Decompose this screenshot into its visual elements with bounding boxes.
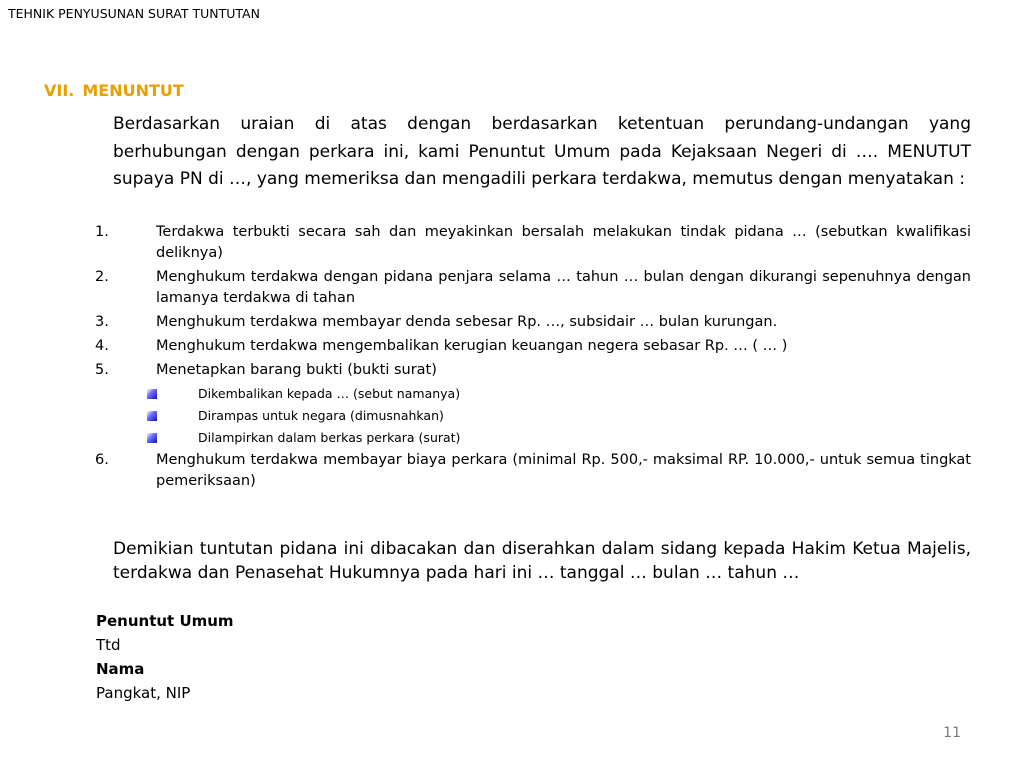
list-item-text: Menghukum terdakwa mengembalikan kerugian keuangan negera sebasar Rp. … ( … ) — [156, 338, 788, 354]
list-item — [95, 360, 971, 381]
list-item-number: 1. — [95, 224, 109, 240]
square-bullet-icon — [147, 389, 157, 399]
signature-name: Nama — [96, 660, 145, 678]
signature-ttd: Ttd — [96, 636, 121, 654]
sub-list-item-text: Dilampirkan dalam berkas perkara (surat) — [198, 430, 461, 445]
list-item-number: 5. — [95, 362, 109, 378]
list-item-number: 6. — [95, 452, 109, 468]
sub-list-item — [95, 384, 971, 404]
sub-list-item — [95, 428, 971, 448]
list-item-text: Menghukum terdakwa membayar denda sebesar Rp. …, subsidair … bulan kurungan. — [156, 314, 778, 330]
square-bullet-icon — [147, 433, 157, 443]
closing-paragraph: Demikian tuntutan pidana ini dibacakan dan diserahkan dalam sidang kepada Hakim Ketua Majelis, terdakwa dan Penasehat Hukumnya pada hari ini … tanggal … bulan … tahun … — [113, 539, 971, 583]
list-item — [95, 222, 971, 264]
signature-rank: Pangkat, NIP — [96, 684, 191, 702]
page-number: 11 — [943, 725, 961, 741]
list-item-number: 4. — [95, 338, 109, 354]
sub-list-item-text: Dirampas untuk negara (dimusnahkan) — [198, 408, 444, 423]
list-item-number: 3. — [95, 314, 109, 330]
list-item-text: Menghukum terdakwa membayar biaya perkara (minimal Rp. 500,- maksimal RP. 10.000,- untuk semua tingkat pemeriksaan) — [156, 452, 971, 489]
sub-list-item-text: Dikembalikan kepada … (sebut namanya) — [198, 386, 461, 401]
signature-role: Penuntut Umum — [96, 612, 234, 630]
list-item — [95, 267, 971, 309]
list-item — [95, 312, 971, 333]
signature-block — [96, 609, 234, 705]
sub-list-item — [95, 406, 971, 426]
list-item — [95, 450, 971, 492]
page-header: TEHNIK PENYUSUNAN SURAT TUNTUTAN — [8, 6, 260, 21]
section-title — [44, 81, 184, 100]
section-number: VII. — [44, 81, 75, 100]
demand-list — [95, 222, 971, 495]
section-label: MENUNTUT — [82, 81, 184, 100]
list-item-number: 2. — [95, 269, 109, 285]
list-item-text: Menetapkan barang bukti (bukti surat) — [156, 362, 437, 378]
intro-paragraph: Berdasarkan uraian di atas dengan berdasarkan ketentuan perundang-undangan yang berhubungan dengan perkara ini, kami Penuntut Umum pada Kejaksaan Negeri di …. MENUTUT supaya PN di …, yang memeriksa dan mengadili perkara terdakwa, memutus dengan menyatakan : — [113, 114, 971, 189]
list-item-text: Terdakwa terbukti secara sah dan meyakinkan bersalah melakukan tindak pidana … (sebutkan kwalifikasi deliknya) — [156, 224, 971, 261]
list-item — [95, 336, 971, 357]
list-item-text: Menghukum terdakwa dengan pidana penjara selama … tahun … bulan dengan dikurangi sepenuhnya dengan lamanya terdakwa di tahan — [156, 269, 971, 306]
square-bullet-icon — [147, 411, 157, 421]
